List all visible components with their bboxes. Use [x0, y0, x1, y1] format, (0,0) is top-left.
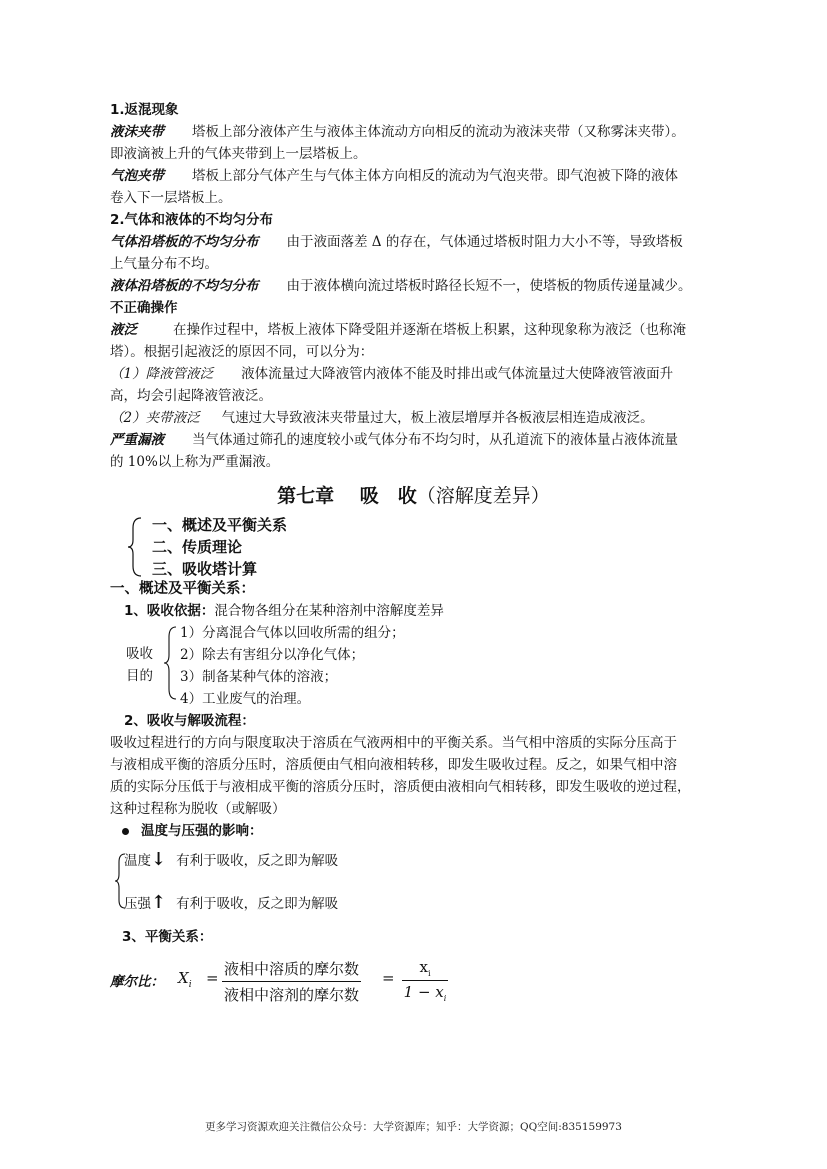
purpose-item-2: 2）除去有害组分以净化气体； [180, 647, 365, 663]
temperature-label: 温度 [124, 853, 151, 869]
fraction-x-denominator: $1 - x_i$ [403, 983, 447, 1003]
purpose-item-4: 4）工业废气的治理。 [180, 691, 311, 707]
term-bubble-entrainment: 气泡夹带 [110, 168, 164, 184]
text-liquid-maldistribution: 由于液体横向流过塔板时路径长短不一，使塔板的物质传递量减少。 [286, 278, 692, 294]
equals-sign-2: = [382, 969, 395, 987]
paragraph-liquid-maldistribution [110, 277, 692, 295]
formula-lhs-sub: i [188, 980, 192, 990]
paragraph-downcomer-flooding [110, 365, 673, 383]
flow-heading: 2、吸收与解吸流程： [124, 713, 255, 729]
molar-ratio-label: 摩尔比： [110, 974, 164, 990]
pressure-label: 压强 [124, 896, 151, 912]
text-severe-weeping-cont: 的 10%以上称为严重漏液。 [110, 454, 280, 470]
section-heading-maldistribution: 2.气体和液体的不均匀分布 [110, 212, 274, 228]
term-foam-entrainment: 液沫夹带 [110, 124, 164, 140]
basis-text: 混合物各组分在某种溶剂中溶解度差异 [214, 603, 444, 619]
toc-item-3: 三、吸收塔计算 [152, 560, 258, 578]
text-foam-entrainment-cont: 即液滴被上升的气体夹带到上一层塔板上。 [110, 146, 367, 162]
text-flooding: 在操作过程中，塔板上液体下降受阻并逐渐在塔板上积累，这种现象称为液泛（也称淹 [173, 322, 686, 338]
term-severe-weeping: 严重漏液 [110, 432, 164, 448]
section-heading-improper-operation: 不正确操作 [110, 300, 178, 316]
purpose-item-1: 1）分离混合气体以回收所需的组分； [180, 625, 405, 641]
effect-heading-text: 温度与压强的影响： [141, 823, 263, 839]
fraction-x-numerator: $x_i$ [402, 958, 448, 981]
term-gas-maldistribution: 气体沿塔板的不均匀分布 [110, 234, 259, 250]
term-flooding: 液泛 [110, 322, 137, 338]
text-foam-entrainment: 塔板上部分液体产生与液体主体流动方向相反的流动为液沫夹带（又称雾沫夹带）。 [192, 124, 685, 140]
text-bubble-entrainment-cont: 卷入下一层塔板上。 [110, 190, 232, 206]
arrow-up-icon: ↑ [151, 892, 167, 913]
text-downcomer-flooding-cont: 高，均会引起降液管液泛。 [110, 388, 272, 404]
text-gas-maldistribution-cont: 上气量分布不均。 [110, 256, 218, 272]
temperature-text: 有利于吸收，反之即为解吸 [176, 853, 339, 869]
flow-line-1: 吸收过程进行的方向与限度取决于溶质在气液两相中的平衡关系。当气相中溶质的实际分压高于 [110, 735, 677, 751]
purpose-brace [162, 625, 178, 701]
toc-item-2: 二、传质理论 [152, 538, 243, 556]
text-severe-weeping: 当气体通过筛孔的速度较小或气体分布不均匀时，从孔道流下的液体量占液体流量 [192, 432, 678, 448]
flow-line-2: 与液相成平衡的溶质分压时，溶质便由气相向液相转移，即发生吸收过程。反之，如果气相中溶 [110, 757, 677, 773]
part-heading-overview: 一、概述及平衡关系： [110, 581, 255, 597]
page-footer: 更多学习资源欢迎关注微信公众号：大学资源库；知乎：大学资源；QQ空间:835159973 [205, 1121, 622, 1133]
arrow-down-icon: ↓ [151, 849, 167, 870]
purpose-label-2: 目的 [126, 668, 153, 684]
text-bubble-entrainment: 塔板上部分气体产生与气体主体方向相反的流动为气泡夹带。即气泡被下降的液体 [192, 168, 678, 184]
temperature-effect [124, 851, 338, 870]
pressure-text: 有利于吸收，反之即为解吸 [176, 896, 339, 912]
text-downcomer-flooding: 液体流量过大降液管内液体不能及时排出或气体流量过大使降液管液面升 [241, 366, 674, 382]
absorption-basis [124, 602, 444, 620]
chapter-title-sub: （溶解度差异） [416, 485, 550, 507]
flow-line-3: 质的实际分压低于与液相成平衡的溶质分压时，溶质便由液相向气相转移，即发生吸收的逆过程， [110, 779, 691, 795]
fraction-moles-denominator: 液相中溶剂的摩尔数 [224, 986, 360, 1004]
term-downcomer-flooding: （1）降液管液泛 [110, 366, 214, 382]
paragraph-flooding [110, 321, 686, 339]
toc-item-1: 一、概述及平衡关系 [152, 516, 288, 534]
paragraph-bubble-entrainment [110, 167, 678, 185]
paragraph-gas-maldistribution [110, 233, 683, 251]
equilibrium-heading: 3、平衡关系： [122, 929, 213, 945]
paragraph-entrainment-flooding [110, 409, 654, 427]
term-liquid-maldistribution: 液体沿塔板的不均匀分布 [110, 278, 259, 294]
formula-lhs: $X_i$ [178, 969, 192, 990]
paragraph-foam-entrainment [110, 123, 685, 141]
fraction-moles-numerator: 液相中溶质的摩尔数 [222, 958, 361, 982]
chapter-title [0, 481, 827, 508]
purpose-item-3: 3）制备某种气体的溶液； [180, 669, 338, 685]
pressure-effect [124, 894, 338, 913]
flow-line-4: 这种过程称为脱收（或解吸） [110, 801, 286, 817]
molar-ratio-formula [110, 958, 470, 1004]
section-heading-backmixing: 1.返混现象 [110, 102, 179, 118]
purpose-label-1: 吸收 [126, 646, 153, 662]
effect-heading [122, 822, 263, 840]
text-gas-maldistribution: 由于液面落差 Δ 的存在，气体通过塔板时阻力大小不等，导致塔板 [286, 234, 683, 250]
fraction-moles [222, 958, 361, 1005]
paragraph-severe-weeping [110, 431, 678, 449]
fraction-x [402, 958, 448, 1003]
term-entrainment-flooding: （2）夹带液泛 [110, 410, 200, 426]
text-flooding-cont: 塔）。根据引起液泛的原因不同，可以分为： [110, 344, 374, 360]
toc-brace [126, 516, 144, 578]
bullet-icon [122, 828, 129, 835]
equals-sign-1: = [206, 969, 219, 987]
text-entrainment-flooding: 气速过大导致液沫夹带量过大，板上液层增厚并各板液层相连造成液泛。 [221, 410, 654, 426]
basis-label: 1、吸收依据： [124, 603, 215, 619]
chapter-title-main: 第七章 吸 收 [277, 485, 417, 507]
